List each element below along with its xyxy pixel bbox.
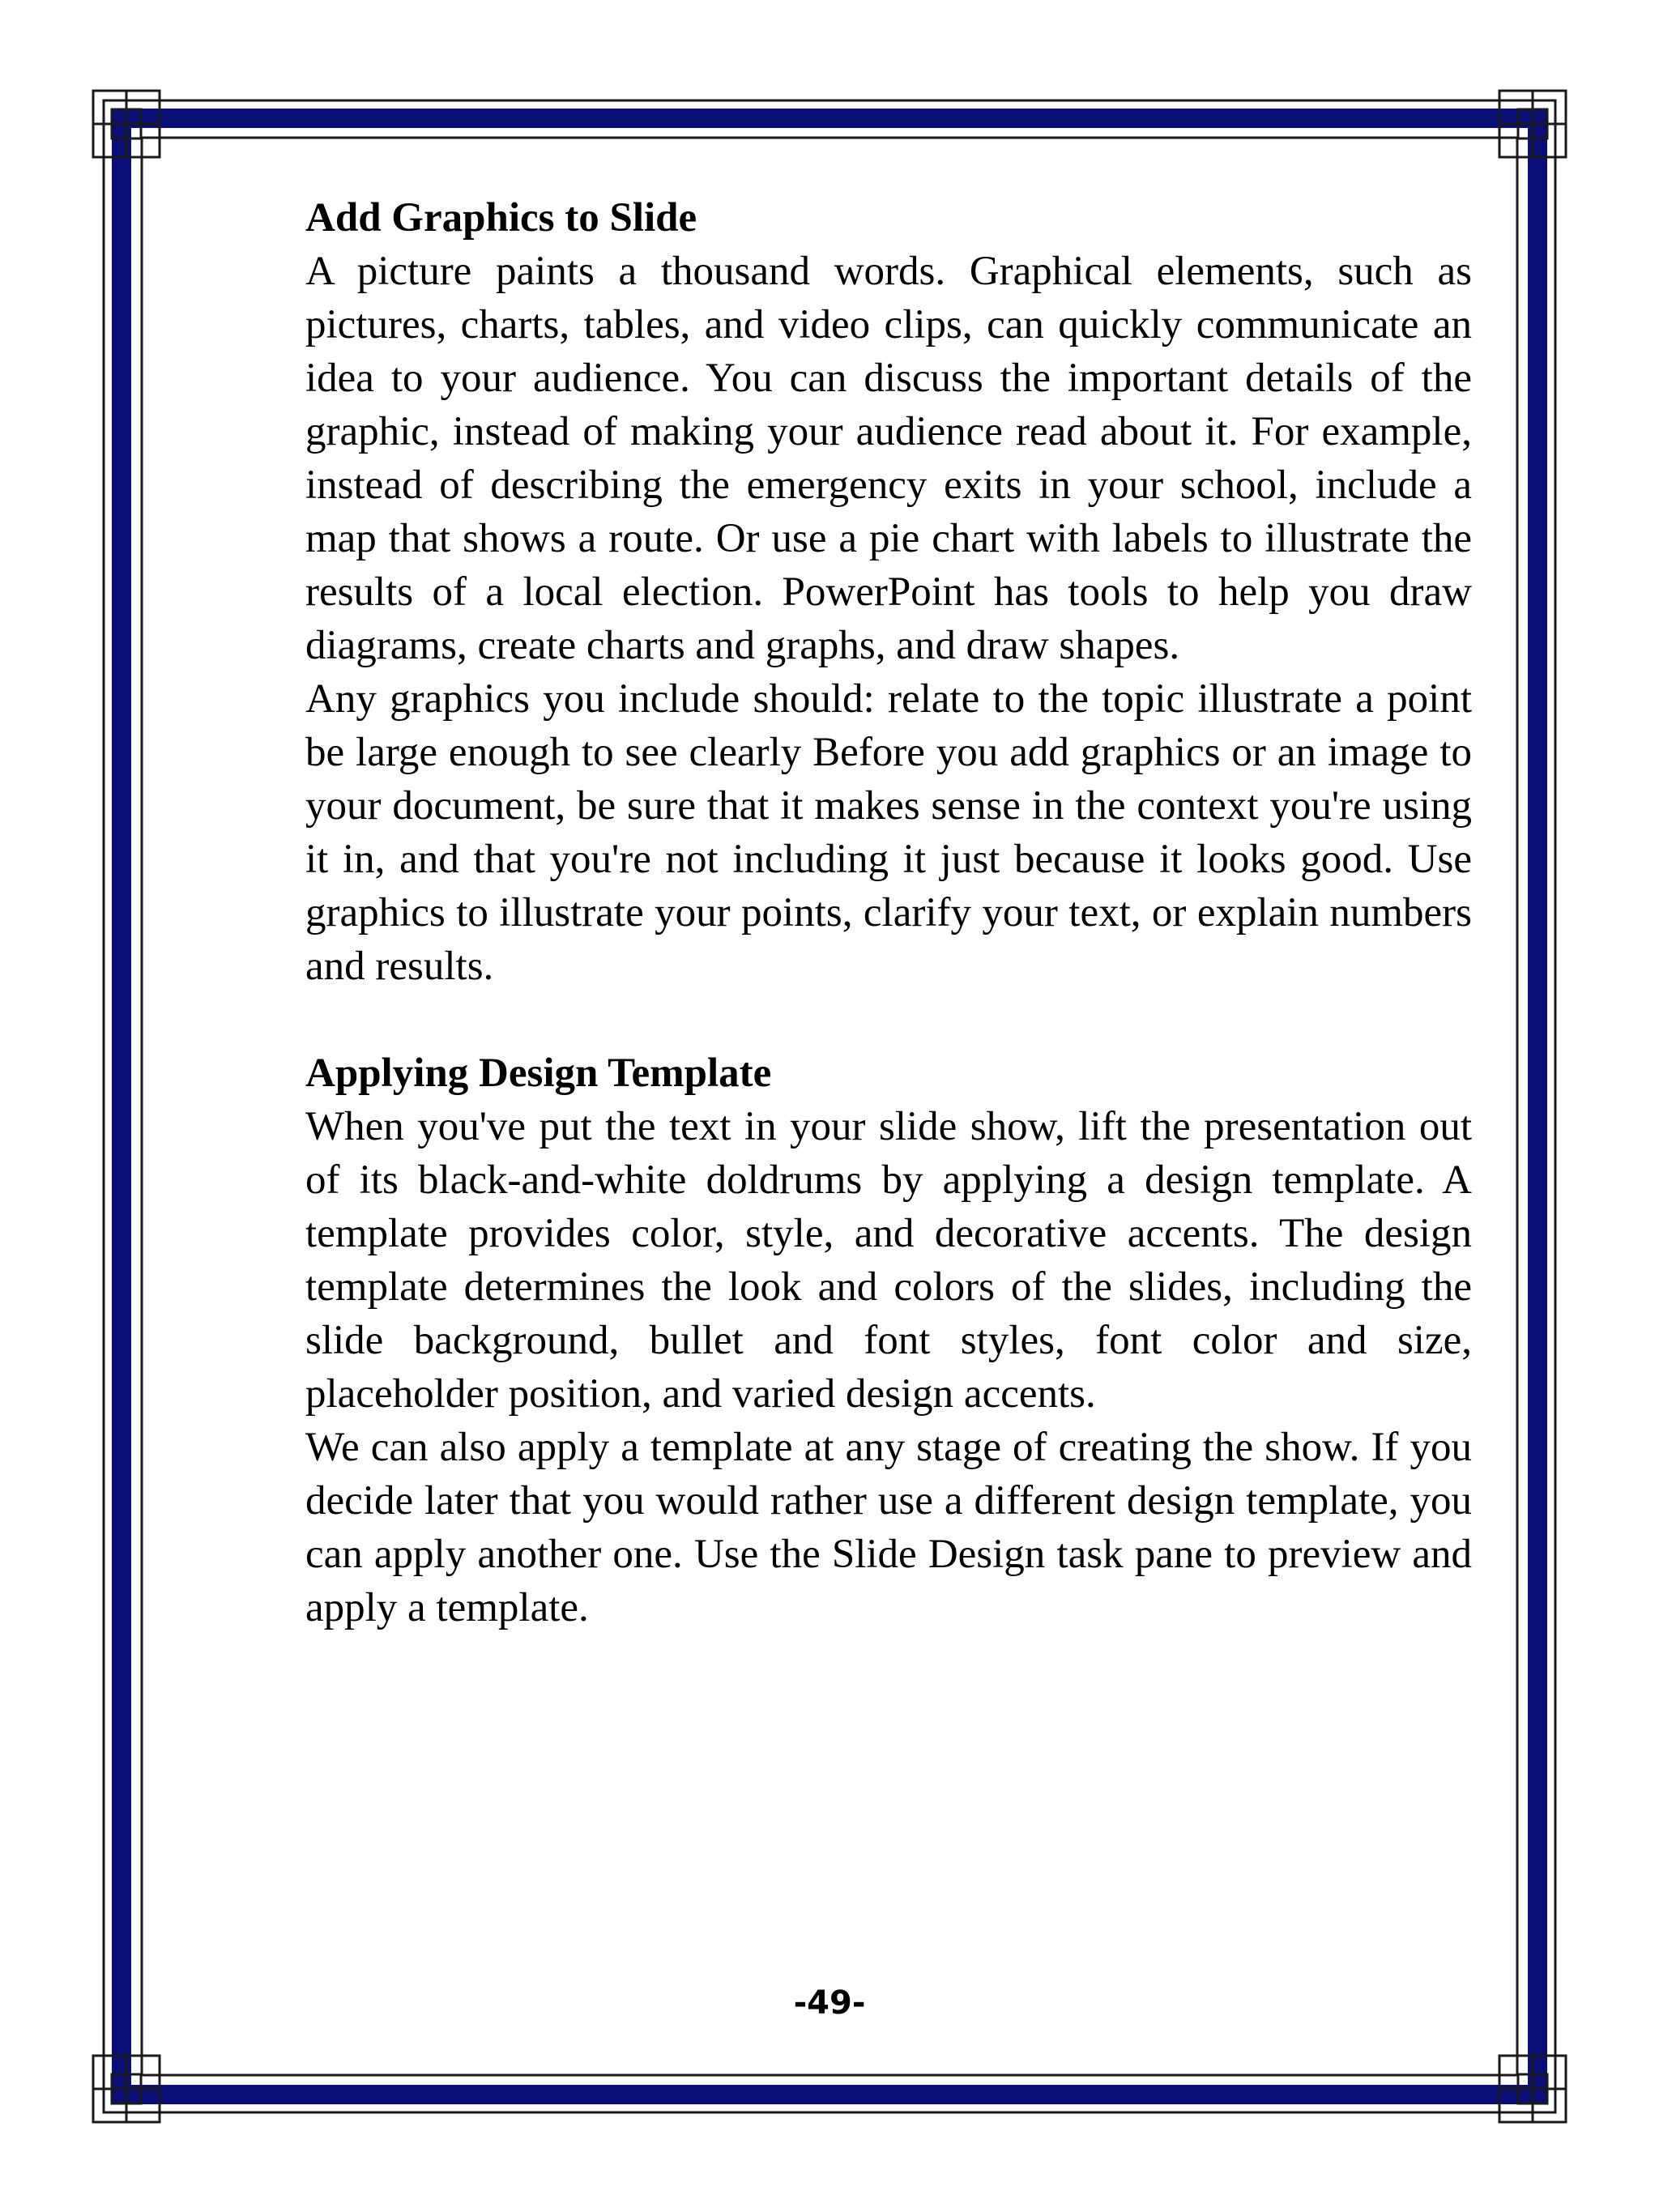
paragraph: Any graphics you include should: relate to the topic illustrate a point be large enough to see clearly Before you add graphics or an image to your document, be sure that it makes sense in the context you're using it in, and that you're not including it just because it looks good. Use graphics to illustrate your points, clarify your text, or explain numbers and results. (305, 676, 1472, 989)
paragraph: When you've put the text in your slide show, lift the presentation out of its black-and-white doldrums by applying a design template. A template provides color, style, and decorative accents. The design template determines the look and colors of the slides, including the slide background, bullet and font styles, font color and size, placeholder position, and varied design accents. (305, 1104, 1472, 1417)
section-add-graphics (305, 191, 1472, 993)
page-content (305, 191, 1472, 1634)
section-heading: Applying Design Template (305, 1051, 772, 1096)
paragraph: A picture paints a thousand words. Graphical elements, such as pictures, charts, tables, and video clips, can quickly communicate an idea to your audience. You can discuss the important details of the graphic, instead of making your audience read about it. For example, instead of describing the emergency exits in your school, include a map that shows a route. Or use a pie chart with labels to illustrate the results of a local election. PowerPoint has tools to help you draw diagrams, create charts and graphs, and draw shapes. (305, 249, 1472, 668)
page-number: -49- (793, 1984, 866, 2022)
section-design-template (305, 1046, 1472, 1634)
paragraph: We can also apply a template at any stage of creating the show. If you decide later that you would rather use a different design template, you can apply another one. Use the Slide Design task pane to preview and apply a template. (305, 1425, 1472, 1630)
section-heading: Add Graphics to Slide (305, 195, 697, 241)
